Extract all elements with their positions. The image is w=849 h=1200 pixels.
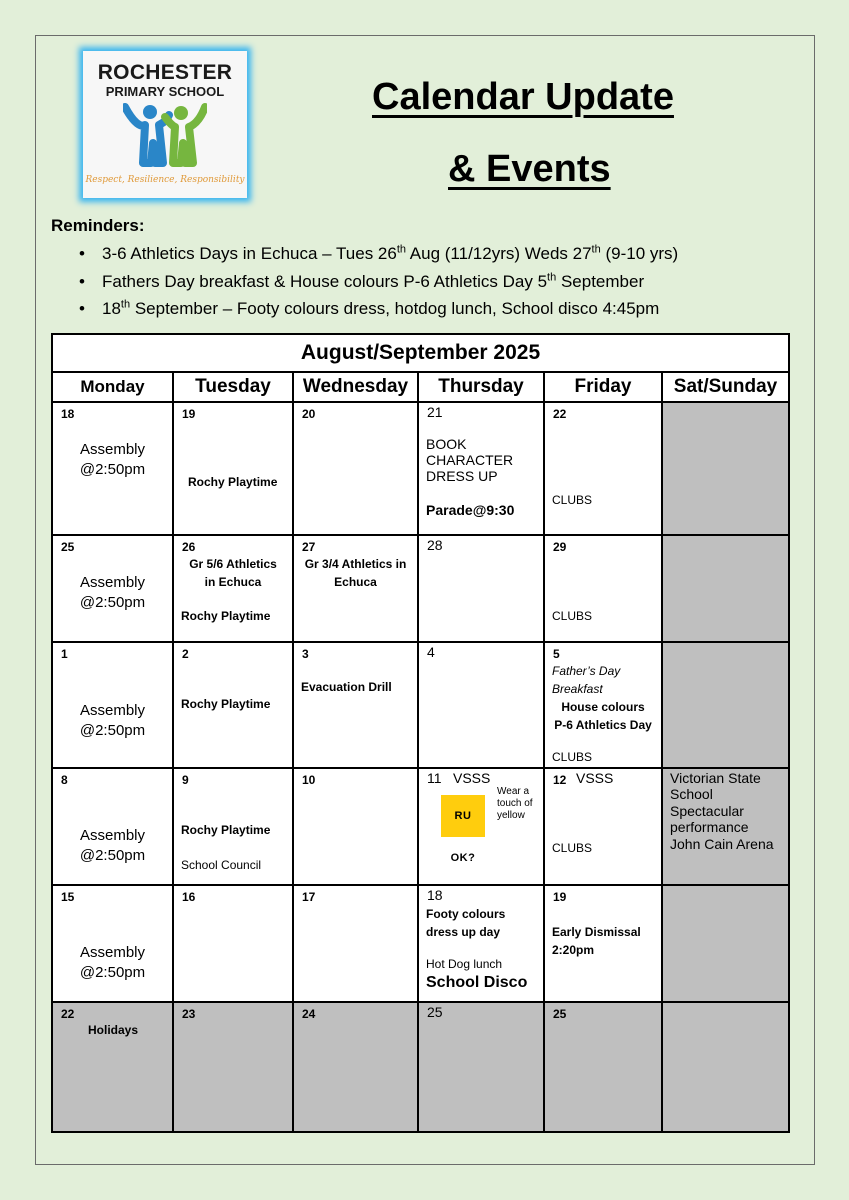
date-number: 10 bbox=[302, 772, 316, 787]
date-number: 2 bbox=[182, 647, 189, 662]
assembly-event: Assembly @2:50pm bbox=[79, 702, 146, 740]
weekend-cell bbox=[662, 402, 789, 535]
day-cell bbox=[52, 402, 173, 535]
day-cell bbox=[173, 642, 293, 768]
date-number: 19 bbox=[182, 407, 196, 422]
calendar-month-title: August/September 2025 bbox=[52, 334, 789, 372]
logo-motto: Respect, Resilience, Responsibility bbox=[85, 175, 245, 185]
date-number: 20 bbox=[302, 407, 316, 422]
date-number: 15 bbox=[61, 890, 75, 905]
school-disco-event: School Disco bbox=[426, 974, 528, 992]
rochy-playtime-event: Rochy Playtime bbox=[181, 822, 271, 837]
day-header-tuesday: Tuesday bbox=[173, 372, 293, 403]
day-cell bbox=[418, 535, 544, 642]
day-cell bbox=[544, 535, 662, 642]
page-title: Calendar Update bbox=[372, 76, 674, 118]
hot-dog-lunch-event: Hot Dog lunch bbox=[426, 957, 503, 972]
day-cell bbox=[52, 1002, 173, 1132]
date-number: 16 bbox=[182, 890, 196, 905]
day-header-thursday: Thursday bbox=[418, 372, 544, 403]
assembly-event: Assembly @2:50pm bbox=[79, 574, 146, 612]
date-number: 29 bbox=[553, 540, 567, 555]
date-number: 25 bbox=[61, 540, 75, 555]
day-cell bbox=[173, 1002, 293, 1132]
date-number: 26 bbox=[182, 540, 196, 555]
day-header-weekend: Sat/Sunday bbox=[662, 372, 789, 403]
clubs-event: CLUBS bbox=[552, 750, 593, 765]
logo-line1: ROCHESTER bbox=[97, 61, 233, 84]
clubs-event: CLUBS bbox=[552, 493, 593, 508]
date-number: 9 bbox=[182, 772, 189, 787]
weekend-cell bbox=[662, 642, 789, 768]
day-header-friday: Friday bbox=[544, 372, 662, 403]
school-council-event: School Council bbox=[181, 857, 262, 872]
weekend-cell bbox=[662, 885, 789, 1002]
date-number: 8 bbox=[61, 772, 68, 787]
day-cell bbox=[52, 768, 173, 885]
day-cell bbox=[173, 768, 293, 885]
rochy-playtime-event: Rochy Playtime bbox=[188, 475, 278, 490]
date-number: 21 bbox=[427, 404, 443, 421]
date-number: 3 bbox=[302, 647, 309, 662]
assembly-event: Assembly @2:50pm bbox=[79, 944, 146, 982]
logo-line2: PRIMARY SCHOOL bbox=[105, 84, 225, 99]
ruok-logo: RU OK? bbox=[441, 795, 485, 837]
footy-colours-event: Footy colours dress up day bbox=[426, 907, 506, 940]
date-number: 22 bbox=[553, 407, 567, 422]
children-figures-icon bbox=[123, 103, 207, 169]
day-cell bbox=[52, 642, 173, 768]
assembly-event: Assembly @2:50pm bbox=[79, 441, 146, 479]
day-cell bbox=[544, 885, 662, 1002]
clubs-event: CLUBS bbox=[552, 840, 593, 855]
date-number: 12 bbox=[553, 772, 567, 787]
date-number: 25 bbox=[427, 1004, 443, 1021]
day-cell bbox=[293, 642, 418, 768]
evacuation-drill-event: Evacuation Drill bbox=[301, 680, 392, 695]
vsss-label: VSSS bbox=[453, 769, 491, 786]
day-cell bbox=[544, 642, 662, 768]
house-colours-event: House colours P-6 Athletics Day bbox=[554, 700, 652, 733]
athletics-event: Gr 5/6 Athletics in Echuca bbox=[189, 557, 277, 590]
page-subtitle: & Events bbox=[448, 148, 611, 190]
date-number: 18 bbox=[61, 407, 75, 422]
reminders-heading: Reminders: bbox=[51, 216, 145, 235]
date-number: 1 bbox=[61, 647, 68, 662]
athletics-event: Gr 3/4 Athletics in Echuca bbox=[304, 557, 407, 590]
reminder-item: • 18th September – Footy colours dress, hotdog lunch, School disco 4:45pm bbox=[79, 295, 678, 323]
day-cell bbox=[418, 402, 544, 535]
day-cell bbox=[418, 768, 544, 885]
date-number: 5 bbox=[553, 647, 560, 662]
date-number: 27 bbox=[302, 540, 316, 555]
assembly-event: Assembly @2:50pm bbox=[79, 826, 146, 864]
day-header-monday: Monday bbox=[52, 372, 173, 403]
day-cell bbox=[173, 885, 293, 1002]
day-cell bbox=[173, 535, 293, 642]
weekend-cell bbox=[662, 1002, 789, 1132]
day-cell bbox=[418, 885, 544, 1002]
day-cell bbox=[293, 768, 418, 885]
wear-yellow-note: Wear a touch of yellow bbox=[497, 785, 533, 821]
day-cell bbox=[293, 885, 418, 1002]
early-dismissal-event: Early Dismissal 2:20pm bbox=[552, 925, 641, 958]
rochy-playtime-event: Rochy Playtime bbox=[181, 697, 271, 712]
day-cell bbox=[52, 535, 173, 642]
date-number: 24 bbox=[302, 1007, 316, 1022]
date-number: 18 bbox=[427, 887, 443, 904]
date-number: 25 bbox=[553, 1007, 567, 1022]
day-cell bbox=[418, 642, 544, 768]
day-cell bbox=[293, 402, 418, 535]
day-cell bbox=[173, 402, 293, 535]
clubs-event: CLUBS bbox=[552, 609, 593, 624]
reminder-item: • Fathers Day breakfast & House colours P-6 Athletics Day 5th September bbox=[79, 268, 678, 296]
day-cell bbox=[544, 1002, 662, 1132]
vsss-performance-event: Victorian State School Spectacular performance John Cain Arena bbox=[670, 769, 774, 852]
fathers-day-event: Father’s Day Breakfast bbox=[552, 664, 621, 697]
reminder-item: • 3-6 Athletics Days in Echuca – Tues 26th Aug (11/12yrs) Weds 27th (9-10 yrs) bbox=[79, 240, 678, 268]
rochy-playtime-event: Rochy Playtime bbox=[181, 609, 271, 624]
school-logo bbox=[83, 51, 247, 198]
date-number: 11 bbox=[427, 769, 442, 786]
reminders-list bbox=[79, 240, 678, 323]
date-number: 28 bbox=[427, 537, 443, 554]
date-number: 22 bbox=[61, 1007, 75, 1022]
date-number: 23 bbox=[182, 1007, 196, 1022]
weekend-cell bbox=[662, 535, 789, 642]
holidays-label: Holidays bbox=[88, 1023, 139, 1038]
day-cell bbox=[293, 1002, 418, 1132]
vsss-label: VSSS bbox=[576, 769, 614, 786]
book-character-event: BOOK CHARACTER DRESS UP bbox=[426, 436, 514, 485]
day-cell bbox=[418, 1002, 544, 1132]
parade-event: Parade@9:30 bbox=[426, 502, 515, 519]
day-cell bbox=[544, 402, 662, 535]
date-number: 17 bbox=[302, 890, 316, 905]
date-number: 4 bbox=[427, 644, 435, 661]
calendar-table bbox=[51, 333, 790, 1133]
day-header-wednesday: Wednesday bbox=[293, 372, 418, 403]
day-cell bbox=[544, 768, 662, 885]
day-cell bbox=[52, 885, 173, 1002]
weekend-cell bbox=[662, 768, 789, 885]
date-number: 19 bbox=[553, 890, 567, 905]
day-cell bbox=[293, 535, 418, 642]
